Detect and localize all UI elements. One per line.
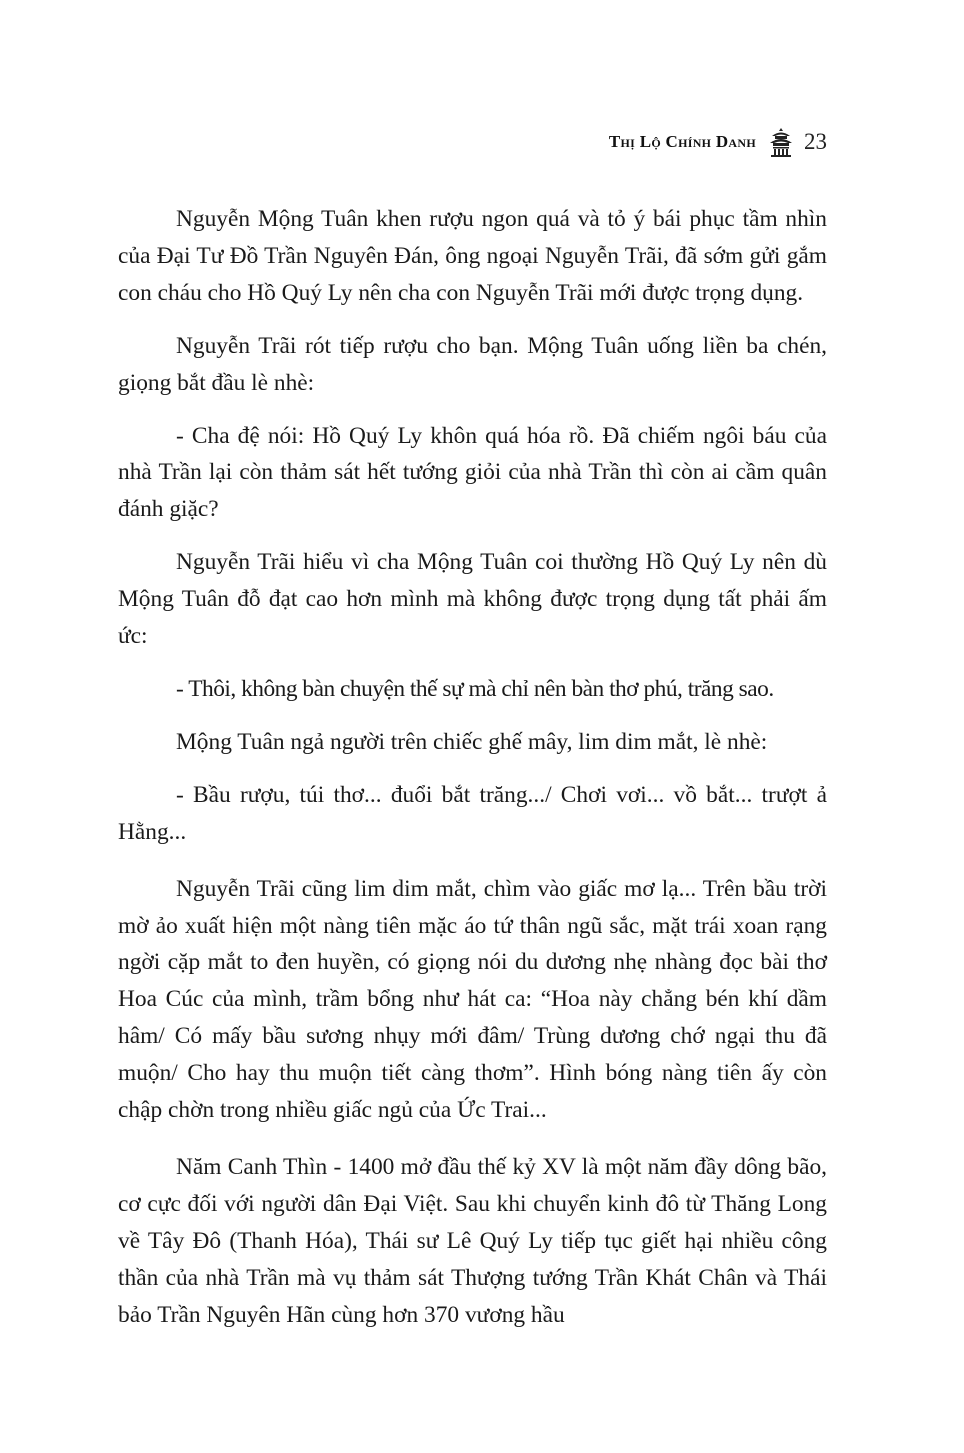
- paragraph: Nguyễn Trãi rót tiếp rượu cho bạn. Mộng Tuân uống liền ba chén, giọng bắt đầu lè nhè:: [118, 332, 827, 396]
- dialogue-line: - Cha đệ nói: Hồ Quý Ly khôn quá hóa rồ. Đã chiếm ngôi báu của nhà Trần lại còn thảm sát hết tướng giỏi của nhà Trần thì còn ai cầm quân đánh giặc?: [118, 422, 827, 523]
- page-body: [118, 201, 827, 1333]
- running-header: [609, 124, 827, 160]
- paragraph: Nguyễn Trãi cũng lim dim mắt, chìm vào giấc mơ lạ... Trên bầu trời mờ ảo xuất hiện một nàng tiên mặc áo tứ thân ngũ sắc, mặt trái xoan rạng ngời cặp mắt to đen huyền, có giọng nói du dương nhẹ nhàng đọc bài thơ Hoa Cúc của mình, trầm bổng như hát ca: “Hoa này chẳng bén khí dầm hâm/ Có mấy bầu sương nhụy mới đâm/ Trùng dương chớ ngại thu đã muộn/ Cho hay thu muộn tiết càng thơm”. Hình bóng nàng tiên ấy còn chập chờn trong nhiều giấc ngủ của Ức Trai...: [118, 875, 827, 1124]
- paragraph: Năm Canh Thìn - 1400 mở đầu thế kỷ XV là một năm đầy dông bão, cơ cực đối với người dân Đại Việt. Sau khi chuyển kinh đô từ Thăng Long về Tây Đô (Thanh Hóa), Thái sư Lê Quý Ly tiếp tục giết hại nhiều công thần của nhà Trần mà vụ thảm sát Thượng tướng Trần Khát Chân và Thái bảo Trần Nguyên Hãn cùng hơn 370 vương hầu: [118, 1153, 827, 1328]
- running-title: Thị Lộ Chính Danh: [608, 132, 756, 151]
- paragraph: Mộng Tuân ngả người trên chiếc ghế mây, lim dim mắt, lè nhè:: [176, 728, 768, 755]
- paragraph: Nguyễn Trãi hiểu vì cha Mộng Tuân coi thường Hồ Quý Ly nên dù Mộng Tuân đỗ đạt cao hơn mình mà không được trọng dụng tất phải ấm ức:: [118, 549, 827, 650]
- dialogue-line: - Bầu rượu, túi thơ... đuổi bắt trăng.../ Chơi vơi... vồ bắt... trượt ả Hằng...: [118, 781, 827, 845]
- dialogue-line: - Thôi, không bàn chuyện thế sự mà chỉ nên bàn thơ phú, trăng sao.: [176, 675, 774, 702]
- paragraph: Nguyễn Mộng Tuân khen rượu ngon quá và tỏ ý bái phục tầm nhìn của Đại Tư Đồ Trần Nguyên Đán, ông ngoại Nguyễn Trãi, đã sớm gửi gắm con cháu cho Hồ Quý Ly nên cha con Nguyễn Trãi mới được trọng dụng.: [118, 206, 827, 306]
- page-number: 23: [804, 129, 827, 154]
- pagoda-icon: [768, 127, 794, 157]
